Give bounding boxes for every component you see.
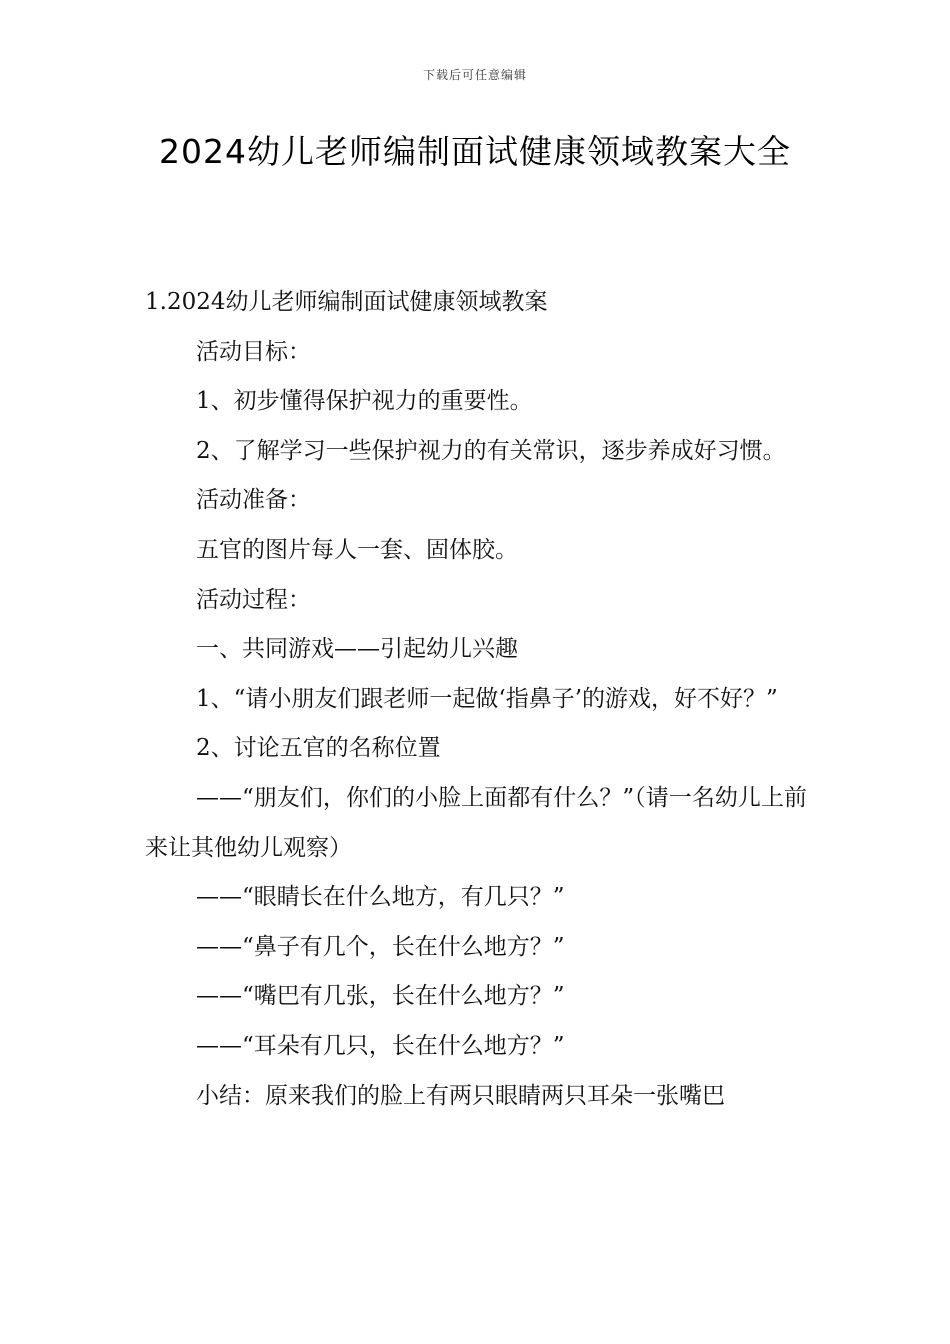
paragraph-summary: 小结：原来我们的脸上有两只眼睛两只耳朵一张嘴巴 [196,1082,725,1109]
paragraph-step-1-1: 1、“请小朋友们跟老师一起做‘指鼻子’的游戏，好不好？” [196,685,778,712]
paragraph-question-mouth: ——“嘴巴有几张，长在什么地方？” [196,983,565,1010]
paragraph-question-ears: ——“耳朵有几只，长在什么地方？” [196,1032,565,1059]
paragraph-question-nose: ——“鼻子有几个，长在什么地方？” [196,933,565,960]
paragraph-step-1-2: 2、讨论五官的名称位置 [196,735,441,762]
document-title: 2024幼儿老师编制面试健康领域教案大全 [159,132,791,171]
section-heading: 1.2024幼儿老师编制面试健康领域教案 [145,289,548,315]
paragraph-question-face: ——“朋友们，你们的小脸上面都有什么？”（请一名幼儿上前来让其他幼儿观察） [145,784,807,861]
header-note: 下载后可任意编辑 [422,68,527,82]
paragraph-preparation-materials: 五官的图片每人一套、固体胶。 [196,536,518,563]
paragraph-question-eyes: ——“眼睛长在什么地方，有几只？” [196,884,565,911]
paragraph-step-1: 一、共同游戏——引起幼儿兴趣 [196,636,518,663]
paragraph-process-heading: 活动过程： [196,586,311,613]
document-body [145,278,807,1121]
paragraph-activity-goals-heading: 活动目标： [196,338,311,365]
paragraph-preparation-heading: 活动准备： [196,487,311,514]
paragraph-goal-1: 1、初步懂得保护视力的重要性。 [196,388,533,415]
paragraph-goal-2: 2、了解学习一些保护视力的有关常识，逐步养成好习惯。 [196,437,786,464]
